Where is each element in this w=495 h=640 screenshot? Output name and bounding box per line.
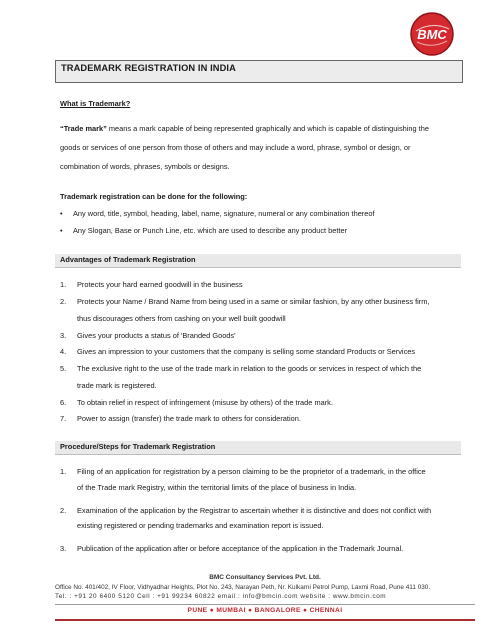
- advantage-num-2: 2.: [60, 297, 67, 306]
- footer-contact: Tel. : +91 20 6400 5120 Cell : +91 99234 60822 email : info@bmcin.com website : www.bmcin.com: [55, 593, 387, 600]
- advantage-num-1: 1.: [60, 280, 67, 289]
- advantage-7-line-1: Power to assign (transfer) the trade mark to others for consideration.: [77, 414, 301, 423]
- procedure-2-line-1: Examination of the application by the Registrar to ascertain whether it is distinctive and does not conflict with: [77, 506, 432, 515]
- registration-bullet-1: Any word, title, symbol, heading, label, name, signature, numeral or any combination thereof: [73, 209, 375, 218]
- what-is-line-1-text: means a mark capable of being represented graphically and which is capable of distinguishing the: [106, 124, 429, 133]
- procedure-1-line-1: Filing of an application for registration by a person claiming to be the proprietor of a trademark, in the office: [77, 467, 426, 476]
- advantage-num-4: 4.: [60, 347, 67, 356]
- footer-divider: [55, 604, 475, 605]
- advantage-num-7: 7.: [60, 414, 67, 423]
- advantage-2-line-2: thus discourages others from cashing on your well built goodwill: [77, 314, 286, 323]
- registration-heading: Trademark registration can be done for the following:: [60, 192, 248, 201]
- what-is-term: “Trade mark”: [60, 124, 107, 133]
- advantage-4-line-1: Gives an impression to your customers that the company is selling some standard Products or Services: [77, 347, 416, 356]
- advantage-5-line-1: The exclusive right to the use of the trade mark in relation to the goods or services in respect of which the: [77, 364, 422, 373]
- advantage-num-5: 5.: [60, 364, 67, 373]
- what-is-heading: What is Trademark?: [60, 99, 131, 108]
- advantage-1-line-1: Protects your hard earned goodwill in the business: [77, 280, 243, 289]
- advantages-heading-bar: [55, 254, 461, 268]
- registration-bullet-2: Any Slogan, Base or Punch Line, etc. which are used to describe any product better: [73, 226, 348, 235]
- procedure-heading-bar: [55, 441, 461, 455]
- procedure-2-line-2: existing registered or pending trademarks and examination report is issued.: [77, 521, 324, 530]
- bullet-icon: •: [60, 226, 63, 235]
- footer-cities: PUNE ● MUMBAI ● BANGALORE ● CHENNAI: [187, 607, 343, 614]
- what-is-line-2: goods or services of one person from those of others and may include a word, phrase, symbol or design, or: [60, 143, 411, 152]
- procedure-num-1: 1.: [60, 467, 67, 476]
- advantages-heading: Advantages of Trademark Registration: [60, 255, 196, 264]
- logo-text: BMC: [417, 27, 447, 42]
- what-is-line-3: combination of words, phrases, symbols or designs.: [60, 162, 230, 171]
- letterhead-footer: [55, 574, 475, 634]
- procedure-heading: Procedure/Steps for Trademark Registration: [60, 442, 216, 451]
- advantage-3-line-1: Gives your products a status of 'Branded Goods': [77, 331, 236, 340]
- bmc-logo: [409, 11, 455, 57]
- what-is-line-1: [60, 124, 460, 134]
- procedure-3-line-1: Publication of the application after or before acceptance of the application in the Trademark Journal.: [77, 544, 404, 553]
- bullet-icon: •: [60, 209, 63, 218]
- advantage-5-line-2: trade mark is registered.: [77, 381, 157, 390]
- advantage-6-line-1: To obtain relief in respect of infringement (misuse by others) of the trade mark.: [77, 398, 333, 407]
- document-title-box: [55, 60, 463, 83]
- document-title: TRADEMARK REGISTRATION IN INDIA: [61, 63, 236, 73]
- procedure-num-2: 2.: [60, 506, 67, 515]
- advantage-num-6: 6.: [60, 398, 67, 407]
- footer-address: Office No. 401/402, IV Floor, Vidhyadhar Heights, Plot No. 243, Narayan Peth, Nr. Kulkarni Petrol Pump, Laxmi Road, Pune 411 030.: [55, 584, 431, 591]
- footer-red-bar: [55, 619, 475, 621]
- footer-company: BMC Consultancy Services Pvt. Ltd.: [209, 574, 321, 581]
- advantage-num-3: 3.: [60, 331, 67, 340]
- procedure-1-line-2: of the Trade mark Registry, within the territorial limits of the place of business in India.: [77, 483, 357, 492]
- procedure-num-3: 3.: [60, 544, 67, 553]
- advantage-2-line-1: Protects your Name / Brand Name from being used in a same or similar fashion, by any other business firm,: [77, 297, 430, 306]
